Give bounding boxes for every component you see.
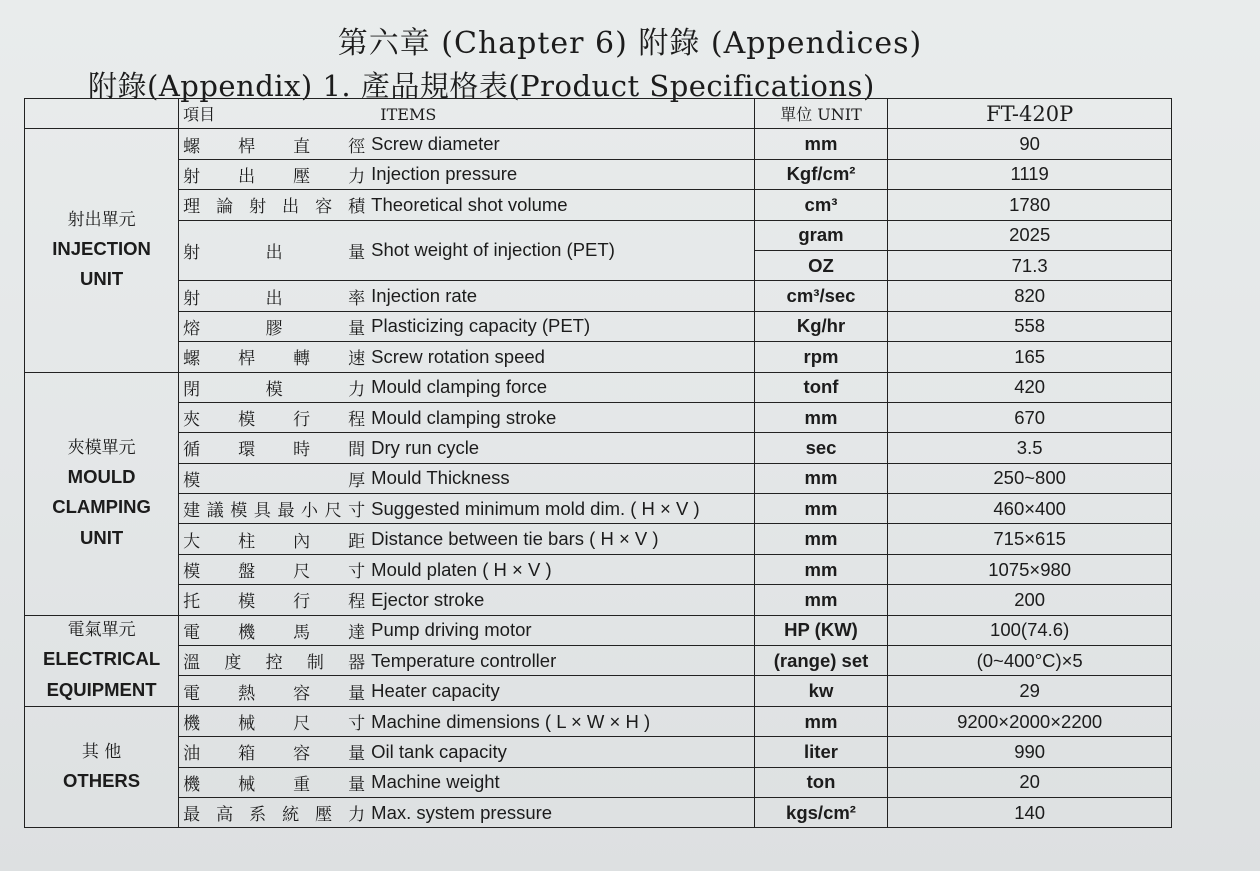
item-name-zh: 托模行程 [183,592,366,613]
header-unit: 單位 UNIT [754,99,888,129]
item-name-en: Mould clamping stroke [371,406,557,428]
group-label-line: OTHERS [63,769,141,791]
value-cell: 140 [888,797,1172,827]
table-row [25,646,1172,676]
group-label-line: CLAMPING [52,496,151,518]
item-name-en: Screw rotation speed [371,345,545,367]
item-name-zh: 射出率 [183,288,366,309]
value-cell: 1780 [888,190,1172,220]
item-name-en: Distance between tie bars ( H × V ) [371,528,659,550]
group-label-line: 其 他 [81,741,122,762]
appendix-title: 附錄(Appendix) 1. 產品規格表(Product Specifications) [88,69,875,103]
value-cell: 1119 [888,159,1172,189]
value-cell: 9200×2000×2200 [888,706,1172,736]
value-cell: 100(74.6) [888,615,1172,645]
group-label-line: INJECTION [52,237,151,259]
item-cell [179,737,755,767]
table-row [25,433,1172,463]
table-row [25,342,1172,372]
table-row [25,615,1172,645]
table-header-row [25,99,1172,129]
item-cell [179,342,755,372]
item-cell [179,767,755,797]
item-name-en: Temperature controller [371,649,557,671]
unit-cell: cm³ [754,190,888,220]
value-cell: 820 [888,281,1172,311]
item-name-zh: 建議模具最小尺寸 [183,501,366,522]
item-name-zh: 最高系統壓力 [183,805,366,826]
item-name-en: Injection pressure [371,163,518,185]
item-name-zh: 溫度控制器 [183,653,366,674]
table-row [25,676,1172,706]
group-label-mould [25,372,179,615]
item-name-en: Machine dimensions ( L × W × H ) [371,710,651,732]
value-cell: 90 [888,129,1172,159]
item-name-en: Ejector stroke [371,588,485,610]
table-row [25,129,1172,159]
value-cell: 3.5 [888,433,1172,463]
spec-table [24,98,1172,828]
unit-cell: kgs/cm² [754,797,888,827]
item-name-zh: 螺桿轉速 [183,349,366,370]
item-cell [179,463,755,493]
value-cell: 20 [888,767,1172,797]
group-label-line: ELECTRICAL [42,648,161,670]
item-cell [179,676,755,706]
unit-cell: OZ [754,250,888,280]
item-cell [179,615,755,645]
group-label-electrical [25,615,179,706]
unit-cell: Kg/hr [754,311,888,341]
table-row [25,706,1172,736]
item-cell [179,706,755,736]
item-name-en: Suggested minimum mold dim. ( H × V ) [371,497,700,519]
item-name-en: Dry run cycle [371,436,480,458]
group-label-line: UNIT [79,526,124,548]
item-name-en: Oil tank capacity [371,740,507,762]
table-row [25,159,1172,189]
item-name-zh: 循環時間 [183,440,366,461]
item-name-zh: 閉模力 [183,379,366,400]
item-name-zh: 模盤尺寸 [183,562,366,583]
unit-cell: (range) set [754,646,888,676]
item-name-en: Mould platen ( H × V ) [371,558,552,580]
item-name-zh: 理論射出容積 [183,197,366,218]
item-cell [179,311,755,341]
item-name-en: Plasticizing capacity (PET) [371,315,591,337]
value-cell: 715×615 [888,524,1172,554]
group-label-line: 電氣單元 [67,620,136,641]
table-row [25,737,1172,767]
unit-cell: mm [754,402,888,432]
table-row [25,220,1172,250]
value-cell: 558 [888,311,1172,341]
table-row [25,402,1172,432]
item-cell [179,494,755,524]
table-row [25,281,1172,311]
table-row [25,311,1172,341]
unit-cell: tonf [754,372,888,402]
header-group-cell [25,99,179,129]
value-cell: 71.3 [888,250,1172,280]
unit-cell: rpm [754,342,888,372]
value-cell: 200 [888,585,1172,615]
item-name-zh: 夾模行程 [183,410,366,431]
table-row [25,585,1172,615]
value-cell: (0~400°C)×5 [888,646,1172,676]
group-label-line: UNIT [79,268,124,290]
item-name-en: Heater capacity [371,680,500,702]
item-cell [179,646,755,676]
value-cell: 420 [888,372,1172,402]
unit-cell: sec [754,433,888,463]
unit-cell: mm [754,129,888,159]
value-cell: 250~800 [888,463,1172,493]
unit-cell: mm [754,706,888,736]
item-name-zh: 射出量 [183,242,366,263]
table-row [25,372,1172,402]
group-label-line: 射出單元 [67,209,136,230]
item-name-zh: 射出壓力 [183,166,366,187]
group-label-line: 夾模單元 [67,437,136,458]
unit-cell: gram [754,220,888,250]
unit-cell: mm [754,554,888,584]
unit-cell: mm [754,524,888,554]
item-cell [179,433,755,463]
item-cell [179,220,755,281]
item-cell [179,402,755,432]
value-cell: 2025 [888,220,1172,250]
value-cell: 990 [888,737,1172,767]
unit-cell: ton [754,767,888,797]
table-row [25,190,1172,220]
item-name-en: Theoretical shot volume [371,193,568,215]
header-items-zh: 項目 [183,105,216,125]
item-cell [179,190,755,220]
item-name-zh: 電機馬達 [183,622,366,643]
table-row [25,463,1172,493]
item-name-zh: 油箱容量 [183,744,366,765]
unit-cell: Kgf/cm² [754,159,888,189]
item-cell [179,554,755,584]
item-name-en: Max. system pressure [371,801,553,823]
item-name-zh: 螺桿直徑 [183,136,366,157]
group-label-injection [25,129,179,372]
item-name-zh: 機械重量 [183,774,366,795]
item-cell [179,585,755,615]
group-label-others [25,706,179,828]
value-cell: 460×400 [888,494,1172,524]
unit-cell: mm [754,585,888,615]
item-name-zh: 熔膠量 [183,318,366,339]
group-label-line: MOULD [67,465,136,487]
unit-cell: mm [754,463,888,493]
group-label-line: EQUIPMENT [46,678,157,700]
table-row [25,554,1172,584]
item-name-zh: 大柱內距 [183,531,366,552]
table-row [25,767,1172,797]
item-cell [179,129,755,159]
value-cell: 165 [888,342,1172,372]
item-name-en: Mould clamping force [371,376,547,398]
item-cell [179,524,755,554]
item-name-en: Screw diameter [371,133,500,155]
item-name-en: Pump driving motor [371,619,532,641]
item-name-en: Shot weight of injection (PET) [371,239,615,261]
item-cell [179,159,755,189]
header-model: FT-420P [888,99,1172,129]
table-row [25,797,1172,827]
unit-cell: kw [754,676,888,706]
value-cell: 1075×980 [888,554,1172,584]
item-cell [179,797,755,827]
unit-cell: cm³/sec [754,281,888,311]
item-name-en: Injection rate [371,285,478,307]
item-name-en: Machine weight [371,771,500,793]
header-items-en: ITEMS [380,105,437,125]
unit-cell: mm [754,494,888,524]
item-name-zh: 模厚 [183,470,366,491]
unit-cell: HP (KW) [754,615,888,645]
table-row [25,494,1172,524]
item-name-zh: 機械尺寸 [183,714,366,734]
header-items-cell [179,99,755,129]
item-name-en: Mould Thickness [371,467,510,489]
item-cell [179,281,755,311]
value-cell: 670 [888,402,1172,432]
item-name-zh: 電熱容量 [183,683,366,704]
unit-cell: liter [754,737,888,767]
chapter-title: 第六章 (Chapter 6) 附錄 (Appendices) [337,26,923,61]
table-row [25,524,1172,554]
value-cell: 29 [888,676,1172,706]
item-cell [179,372,755,402]
